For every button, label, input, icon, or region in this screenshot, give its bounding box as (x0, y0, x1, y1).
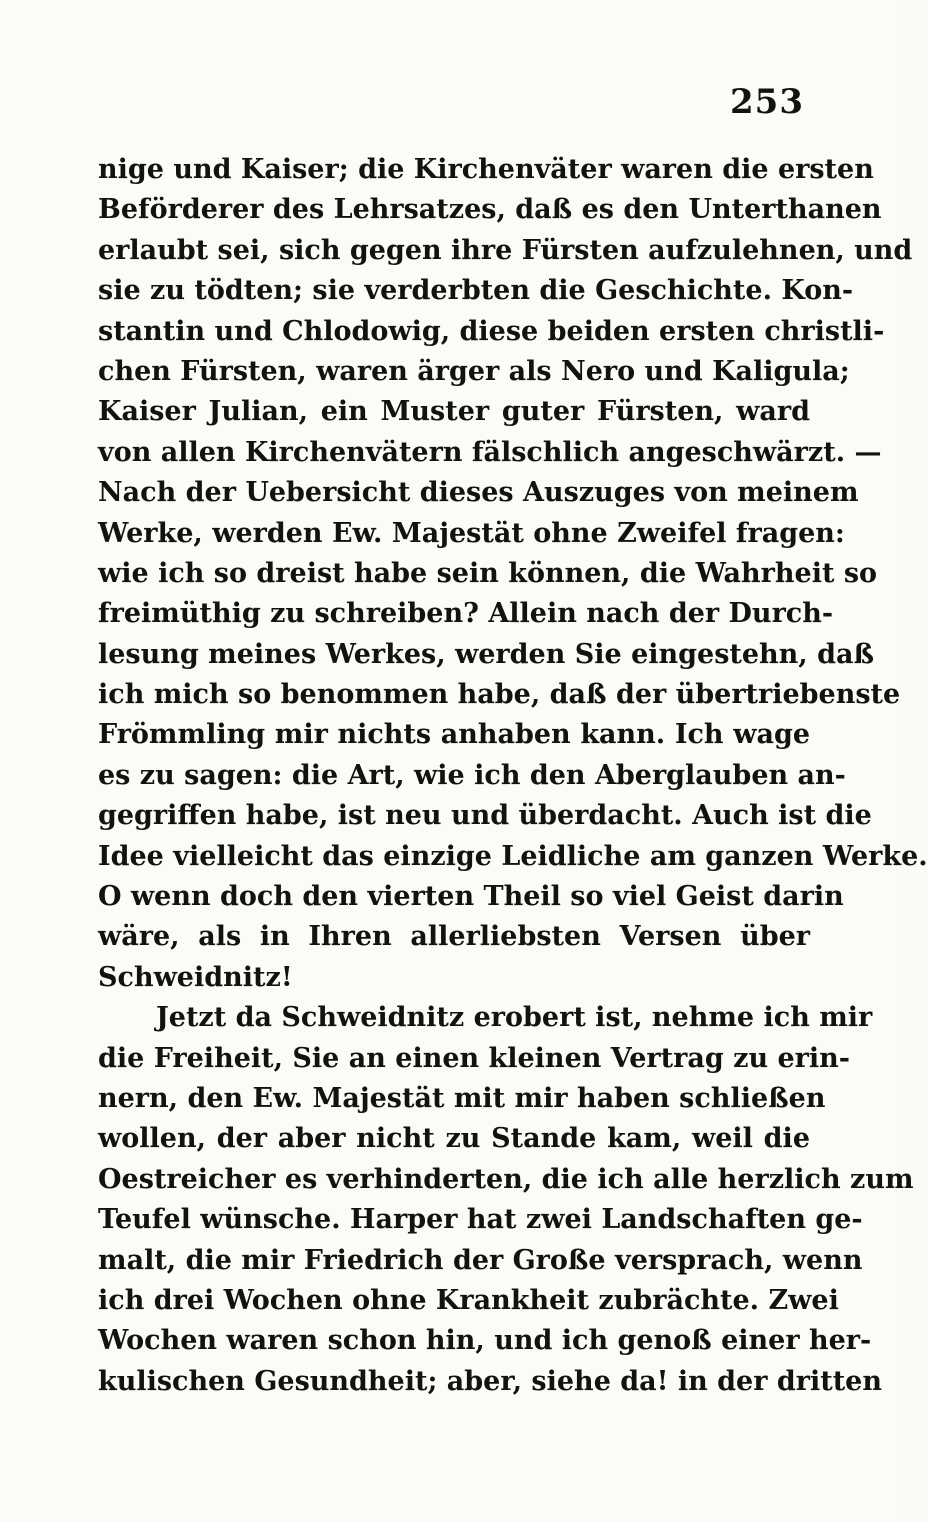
text-line: ich mich so benommen habe, daß der übertriebenste (98, 679, 901, 711)
page-number: 253 (730, 82, 804, 122)
text-line: lesung meines Werkes, werden Sie eingestehn, daß (98, 638, 874, 670)
text-line: nern, den Ew. Majestät mit mir haben schließen (98, 1082, 826, 1114)
text-line: freimüthig zu schreiben? Allein nach der Durch- (98, 598, 834, 630)
text-line: O wenn doch den vierten Theil so viel Geist darin (98, 881, 844, 913)
text-line: Wochen waren schon hin, und ich genoß einer her- (98, 1325, 872, 1357)
text-line: es zu sagen: die Art, wie ich den Aberglauben an- (98, 759, 846, 791)
paragraph-1 (98, 150, 928, 998)
text-line: Schweidnitz! (98, 961, 293, 993)
text-line: Werke, werden Ew. Majestät ohne Zweifel fragen: (98, 517, 845, 549)
text-line: kulischen Gesundheit; aber, siehe da! in der dritten (98, 1365, 882, 1397)
paragraph-2 (98, 998, 914, 1402)
text-line: Kaiser Julian, ein Muster guter Fürsten, ward (98, 396, 810, 428)
text-line: chen Fürsten, waren ärger als Nero und Kaligula; (98, 355, 850, 387)
text-line: stantin und Chlodowig, diese beiden ersten christli- (98, 315, 885, 347)
text-line: nige und Kaiser; die Kirchenväter waren die ersten (98, 154, 874, 185)
text-line: Beförderer des Lehrsatzes, daß es den Unterthanen (98, 194, 882, 226)
text-line: die Freiheit, Sie an einen kleinen Vertrag zu erin- (98, 1042, 850, 1074)
body-text (98, 150, 928, 1402)
text-line: Teufel wünsche. Harper hat zwei Landschaften ge- (98, 1204, 863, 1236)
text-line: Idee vielleicht das einzige Leidliche am ganzen Werke. (98, 840, 928, 872)
text-line: Frömmling mir nichts anhaben kann. Ich wage (98, 719, 810, 751)
text-line: sie zu tödten; sie verderbten die Geschichte. Kon- (98, 275, 854, 307)
text-line: erlaubt sei, sich gegen ihre Fürsten aufzulehnen, und (98, 234, 913, 266)
text-line: malt, die mir Friedrich der Große versprach, wenn (98, 1244, 863, 1276)
text-line: gegriffen habe, ist neu und überdacht. Auch ist die (98, 800, 872, 832)
text-line: wie ich so dreist habe sein können, die Wahrheit so (98, 557, 878, 589)
text-line: ich drei Wochen ohne Krankheit zubrächte. Zwei (98, 1284, 839, 1316)
text-line: wollen, der aber nicht zu Stande kam, weil die (98, 1123, 810, 1155)
text-line: Nach der Uebersicht dieses Auszuges von meinem (98, 477, 859, 509)
text-line: Jetzt da Schweidnitz erobert ist, nehme ich mir (156, 1002, 873, 1034)
text-line: Oestreicher es verhinderten, die ich alle herzlich zum (98, 1163, 914, 1195)
text-line: von allen Kirchenvätern fälschlich angeschwärzt. — (98, 436, 882, 468)
text-line: wäre, als in Ihren allerliebsten Versen über (98, 921, 810, 953)
